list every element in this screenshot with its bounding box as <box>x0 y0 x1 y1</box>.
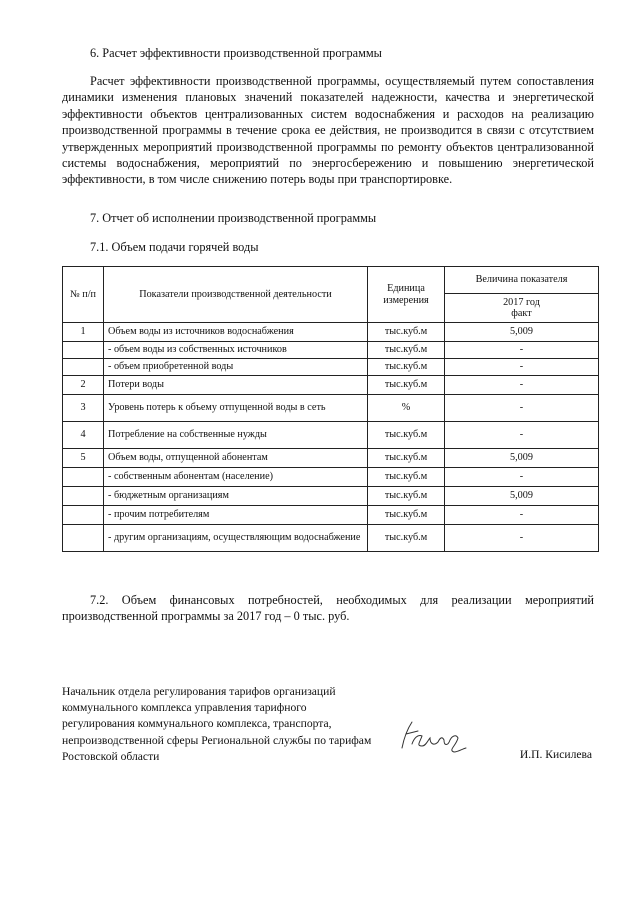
row-number: 4 <box>63 422 104 449</box>
row-number <box>63 359 104 376</box>
table-row <box>63 395 599 422</box>
table-row <box>63 359 599 376</box>
row-number <box>63 506 104 525</box>
hot-water-table <box>62 266 599 552</box>
row-indicator: - собственным абонентам (население) <box>104 468 368 487</box>
table-row <box>63 487 599 506</box>
row-unit: тыс.куб.м <box>368 449 445 468</box>
row-value: - <box>445 359 599 376</box>
row-value: - <box>445 468 599 487</box>
row-number: 2 <box>63 376 104 395</box>
section-6-paragraph: Расчет эффективности производственной программы, осуществляемый путем сопоставления динамики изменения плановых значений показателей надежности, качества и энергетической эффективности объектов централизованных систем водоснабжения и расходов на реализацию производственной программы в течение срока ее действия, не производится в связи с отсутствием утвержденных мероприятий производственной программы по ремонту объектов централизованной системы водоснабжения, мероприятий по энергосбережению и повышению энергетической эффективности, в том числе снижению потерь воды при транспортировке. <box>62 74 594 187</box>
header-indicator: Показатели производственной деятельности <box>104 267 368 323</box>
header-num: № п/п <box>63 267 104 323</box>
table-body <box>63 323 599 552</box>
row-indicator: Потери воды <box>104 376 368 395</box>
row-indicator: - бюджетным организациям <box>104 487 368 506</box>
row-unit: тыс.куб.м <box>368 342 445 359</box>
table-row <box>63 506 599 525</box>
row-unit: тыс.куб.м <box>368 359 445 376</box>
handwritten-signature <box>396 716 468 756</box>
row-number <box>63 525 104 552</box>
table-row <box>63 449 599 468</box>
table-row <box>63 342 599 359</box>
row-indicator: - объем воды из собственных источников <box>104 342 368 359</box>
signature-position: Начальник отдела регулирования тарифов организаций коммунального комплекса управления тарифного регулирования коммунального комплекса, транспорта, непроизводственной сферы Региональной службы по тарифам Ростовской области <box>62 685 372 763</box>
row-indicator: - объем приобретенной воды <box>104 359 368 376</box>
table-row <box>63 376 599 395</box>
row-value: - <box>445 506 599 525</box>
row-number <box>63 342 104 359</box>
row-value: - <box>445 525 599 552</box>
row-unit: тыс.куб.м <box>368 468 445 487</box>
row-indicator: Потребление на собственные нужды <box>104 422 368 449</box>
row-number: 3 <box>63 395 104 422</box>
row-unit: тыс.куб.м <box>368 422 445 449</box>
header-unit: Единица измерения <box>368 267 445 323</box>
row-number <box>63 487 104 506</box>
row-value: - <box>445 422 599 449</box>
row-value: 5,009 <box>445 449 599 468</box>
row-unit: % <box>368 395 445 422</box>
section-7-2-paragraph: 7.2. Объем финансовых потребностей, необходимых для реализации мероприятий производственной программы за 2017 год – 0 тыс. руб. <box>62 593 594 624</box>
header-value: Величина показателя <box>445 267 599 294</box>
section-7-heading: 7. Отчет об исполнении производственной программы <box>90 211 377 225</box>
row-value: - <box>445 342 599 359</box>
section-6-heading: 6. Расчет эффективности производственной программы <box>90 46 382 60</box>
row-unit: тыс.куб.м <box>368 376 445 395</box>
row-number <box>63 468 104 487</box>
row-indicator: - другим организациям, осуществляющим водоснабжение <box>104 525 368 552</box>
section-7-1-heading: 7.1. Объем подачи горячей воды <box>90 240 259 254</box>
table-row <box>63 525 599 552</box>
row-value: 5,009 <box>445 323 599 342</box>
row-number: 5 <box>63 449 104 468</box>
row-indicator: - прочим потребителям <box>104 506 368 525</box>
table-row <box>63 468 599 487</box>
row-unit: тыс.куб.м <box>368 506 445 525</box>
row-unit: тыс.куб.м <box>368 323 445 342</box>
row-indicator: Уровень потерь к объему отпущенной воды в сеть <box>104 395 368 422</box>
table-row <box>63 422 599 449</box>
row-value: 5,009 <box>445 487 599 506</box>
row-number: 1 <box>63 323 104 342</box>
table-row <box>63 323 599 342</box>
row-value: - <box>445 376 599 395</box>
header-year: 2017 год факт <box>445 294 599 323</box>
signature-name: И.П. Кисилева <box>519 748 592 761</box>
row-unit: тыс.куб.м <box>368 487 445 506</box>
row-indicator: Объем воды, отпущенной абонентам <box>104 449 368 468</box>
row-indicator: Объем воды из источников водоснабжения <box>104 323 368 342</box>
row-value: - <box>445 395 599 422</box>
row-unit: тыс.куб.м <box>368 525 445 552</box>
